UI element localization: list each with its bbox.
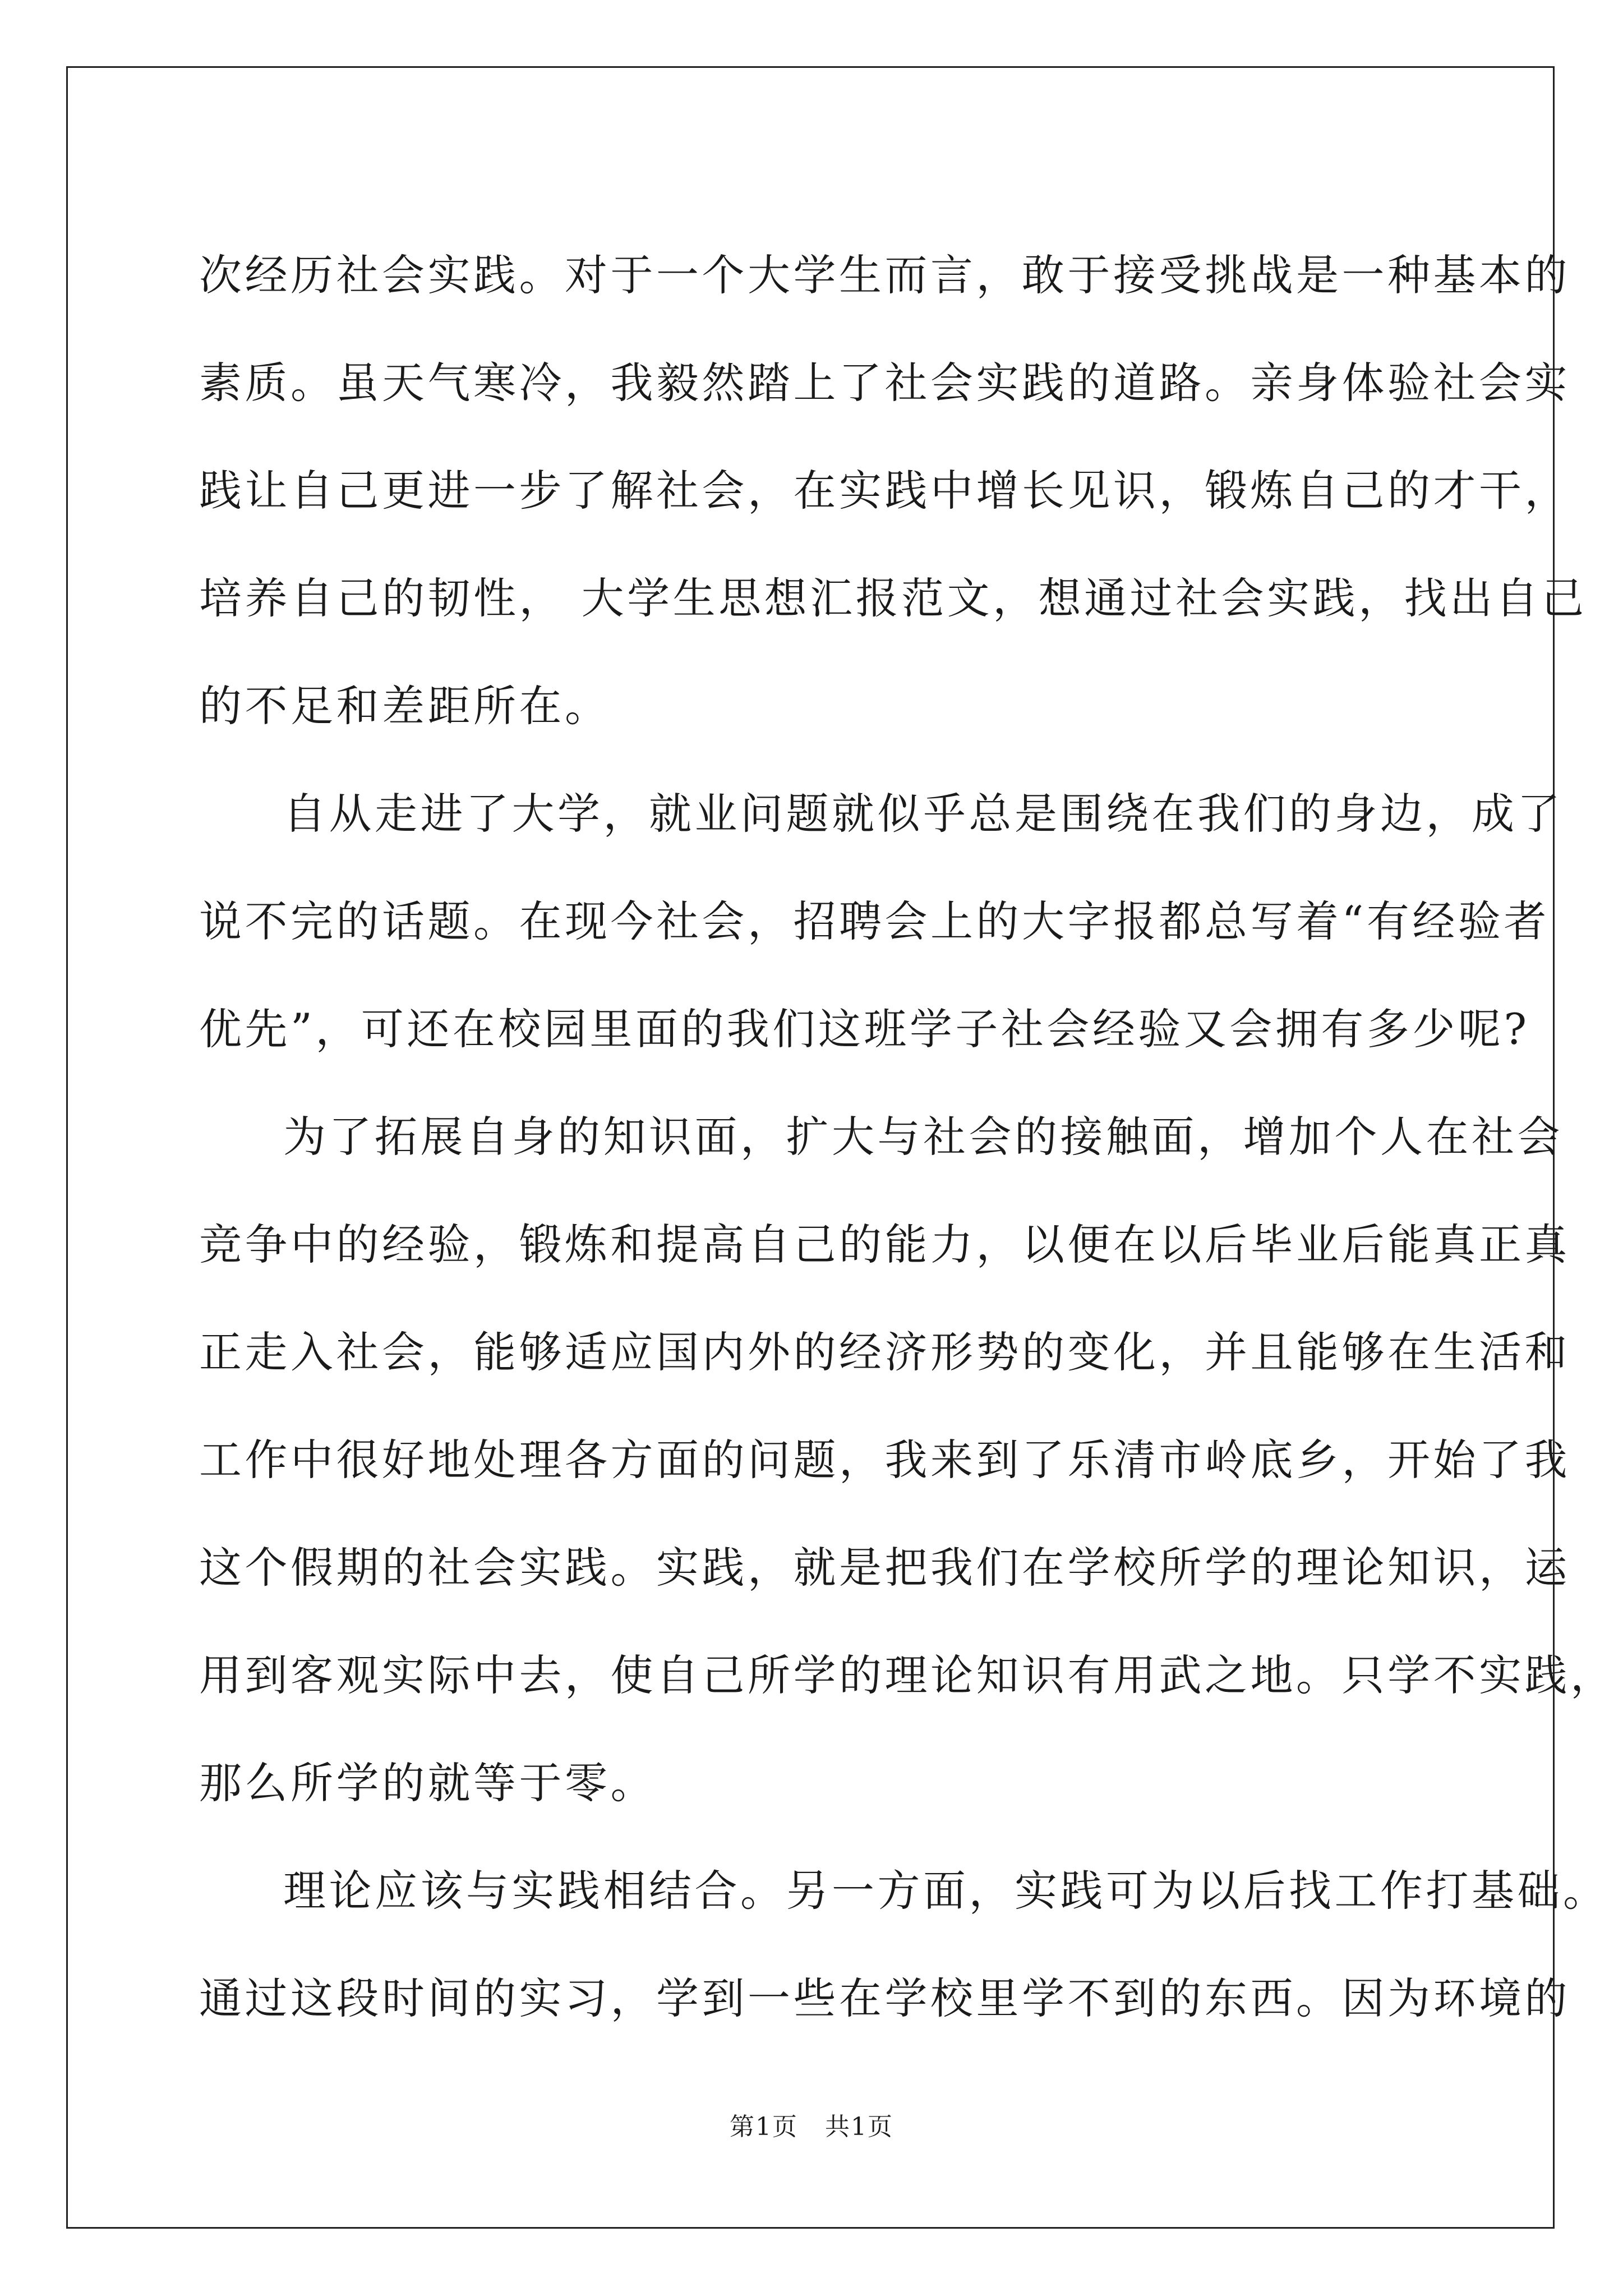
text-line: 说不完的话题。在现今社会，招聘会上的大字报都总写着“有经验者 [199,896,1550,946]
text-line: 践让自己更进一步了解社会，在实践中增长见识，锻炼自己的才干， [199,466,1570,516]
paragraph-1 [199,222,1587,760]
text-line: 素质。虽天气寒冷，我毅然踏上了社会实践的道路。亲身体验社会实 [199,358,1570,408]
paragraph-2 [199,760,1563,1083]
text-line: 培养自己的韧性， 大学生思想汇报范文，想通过社会实践，找出自己 [199,573,1587,623]
text-line: 自从走进了大学，就业问题就似乎总是围绕在我们的身边，成了 [283,789,1563,839]
text-line: 那么所学的就等于零。 [199,1758,656,1808]
text-line: 用到客观实际中去，使自己所学的理论知识有用武之地。只学不实践， [199,1650,1616,1700]
text-line: 优先”，可还在校园里面的我们这班学子社会经验又会拥有多少呢? [199,1004,1530,1054]
text-line: 理论应该与实践相结合。另一方面，实践可为以后找工作打基础。 [283,1866,1609,1916]
text-line: 竞争中的经验，锻炼和提高自己的能力，以便在以后毕业后能真正真 [199,1220,1570,1269]
text-line: 正走入社会，能够适应国内外的经济形势的变化，并且能够在生活和 [199,1327,1570,1377]
page-number-footer: 第1页 共1页 [730,2113,893,2141]
text-line: 通过这段时间的实习，学到一些在学校里学不到的东西。因为环境的 [199,1973,1570,2023]
text-line: 的不足和差距所在。 [199,681,611,731]
text-line: 工作中很好地处理各方面的问题，我来到了乐清市岭底乡，开始了我 [199,1435,1570,1485]
document-body [199,222,1616,2053]
text-line: 为了拓展自身的知识面，扩大与社会的接触面，增加个人在社会 [283,1112,1563,1162]
text-line: 这个假期的社会实践。实践，就是把我们在学校所学的理论知识，运 [199,1543,1570,1593]
text-line: 次经历社会实践。对于一个大学生而言，敢于接受挑战是一种基本的 [199,250,1570,300]
paragraph-3 [199,1083,1616,1837]
paragraph-4 [199,1837,1609,2053]
